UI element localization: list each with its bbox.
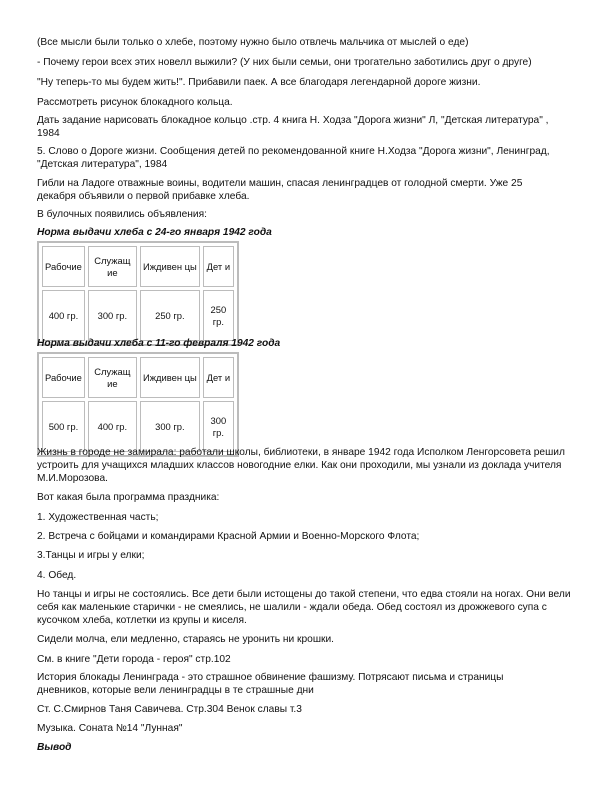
table-header-row <box>42 357 234 398</box>
list-item: 4. Обед. <box>37 570 77 581</box>
header-cell: Рабочие <box>42 246 85 287</box>
bread-norm-table-february <box>37 352 239 457</box>
list-item: 3.Танцы и игры у елки; <box>37 550 145 561</box>
conclusion-heading: Вывод <box>37 742 72 753</box>
paragraph: Жизнь в городе не замирала: работали школы, библиотеки, в январе 1942 года Исполком Ленгорсовета решил устроить для учащихся младших классов новогодние елки. Как они проходили, мы узнали из доклада учителя М.И.Морозова. <box>37 447 565 484</box>
paragraph: Вот какая была программа праздника: <box>37 492 220 503</box>
paragraph: (Все мысли были только о хлебе, поэтому нужно было отвлечь мальчика от мыслей о еде) <box>37 37 469 48</box>
paragraph: Ст. С.Смирнов Таня Савичева. Стр.304 Венок славы т.3 <box>37 704 302 715</box>
value-cell: 300 гр. <box>88 290 137 341</box>
header-cell: Дет и <box>203 357 234 398</box>
paragraph: Сидели молча, ели медленно, стараясь не уронить ни крошки. <box>37 634 334 645</box>
header-cell: Дет и <box>203 246 234 287</box>
bread-norm-table-january <box>37 241 239 346</box>
paragraph: "Ну теперь-то мы будем жить!". Прибавили паек. А все благодаря легендарной дороге жизни. <box>37 77 481 88</box>
paragraph: Рассмотреть рисунок блокадного кольца. <box>37 97 233 108</box>
value-cell: 500 гр. <box>42 401 85 452</box>
paragraph: - Почему герои всех этих новелл выжили? (У них были семьи, они трогательно заботились друг о друге) <box>37 57 532 68</box>
table-header-row <box>42 246 234 287</box>
value-cell: 250 гр. <box>140 290 200 341</box>
table-heading: Норма выдачи хлеба с 11-го февраля 1942 года <box>37 338 281 349</box>
paragraph: Дать задание нарисовать блокадное кольцо .стр. 4 книга Н. Ходза "Дорога жизни" Л, "Детская литература" , 1984 <box>37 115 549 139</box>
paragraph: См. в книге "Дети города - героя" стр.102 <box>37 654 231 665</box>
table-row <box>42 401 234 452</box>
list-item: 1. Художественная часть; <box>37 512 159 523</box>
paragraph: В булочных появились объявления: <box>37 209 207 220</box>
header-cell: Рабочие <box>42 357 85 398</box>
value-cell: 300 гр. <box>203 401 234 452</box>
value-cell: 400 гр. <box>88 401 137 452</box>
paragraph: 5. Слово о Дороге жизни. Сообщения детей по рекомендованной книге Н.Ходза "Дорога жизни", Ленинград, "Детская литература", 1984 <box>37 146 550 170</box>
value-cell: 300 гр. <box>140 401 200 452</box>
paragraph: История блокады Ленинграда - это страшное обвинение фашизму. Потрясают письма и страницы дневников, которые вели ленинградцы в те страшные дни <box>37 672 504 696</box>
header-cell: Иждивен цы <box>140 246 200 287</box>
paragraph: Но танцы и игры не состоялись. Все дети были истощены до такой степени, что едва стояли на ногах. Они вели себя как маленькие старички - не смеялись, не шалили - ждали обеда. Обед состоял из дрожжевого супа с кусочком хлеба, котлетки из крупы и киселя. <box>37 589 571 626</box>
table-heading: Норма выдачи хлеба с 24-го января 1942 года <box>37 227 272 238</box>
paragraph: Музыка. Соната №14 "Лунная" <box>37 723 183 734</box>
header-cell: Иждивен цы <box>140 357 200 398</box>
table-row <box>42 290 234 341</box>
header-cell: Служащ ие <box>88 357 137 398</box>
value-cell: 250 гр. <box>203 290 234 341</box>
paragraph: Гибли на Ладоге отважные воины, водители машин, спасая ленинградцев от голодной смерти. Уже 25 декабря объявили о первой прибавке хлеба. <box>37 178 523 202</box>
value-cell: 400 гр. <box>42 290 85 341</box>
list-item: 2. Встреча с бойцами и командирами Красной Армии и Военно-Морского Флота; <box>37 531 420 542</box>
header-cell: Служащ ие <box>88 246 137 287</box>
